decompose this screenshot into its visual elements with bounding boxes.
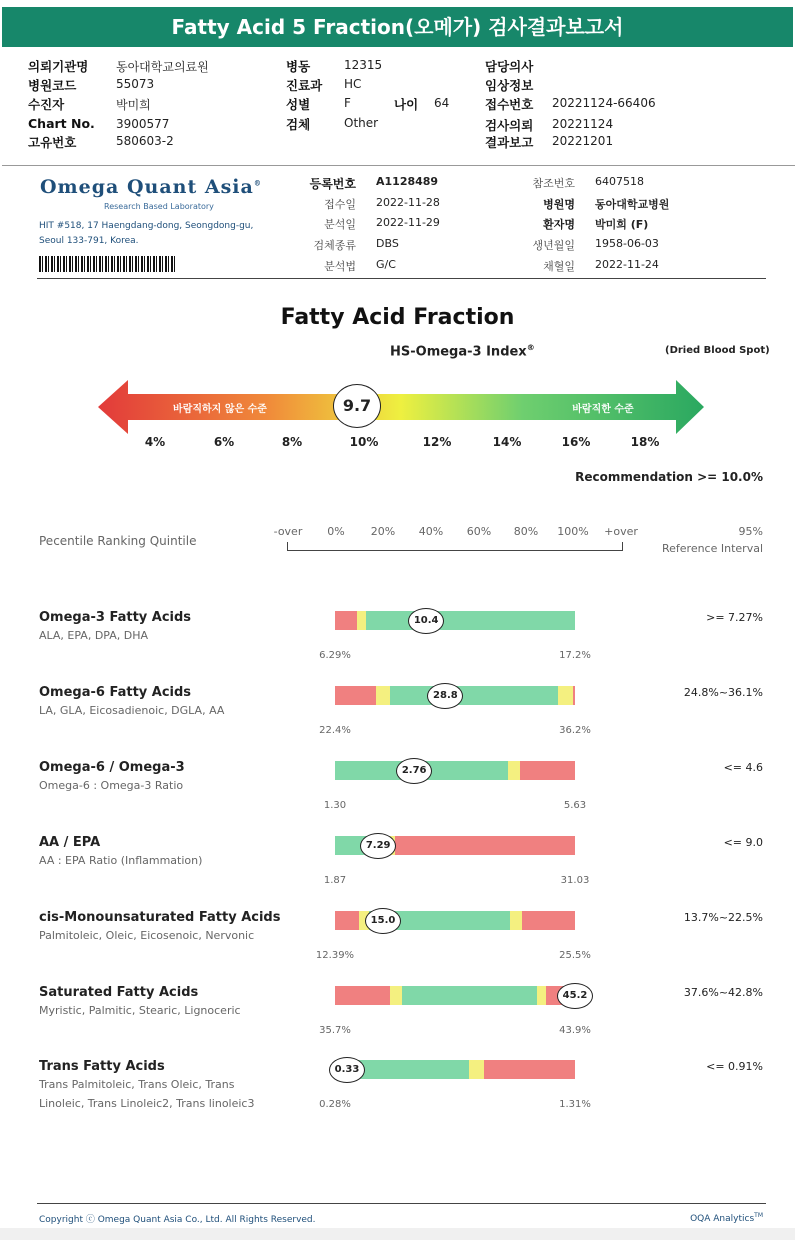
range-bar-red-segment — [335, 686, 376, 705]
header-left-label: 수진자 — [28, 97, 65, 112]
range-bar-yellow-segment — [357, 611, 367, 630]
meta-divider — [37, 278, 766, 279]
header-left-label: 의뢰기관명 — [28, 59, 89, 74]
header-right-label: 접수번호 — [485, 97, 534, 112]
header-mid-label: 성별 — [286, 97, 311, 112]
range-min: 1.87 — [323, 875, 347, 886]
meta-label: 분석일 — [324, 218, 356, 231]
lab-subtitle: Research Based Laboratory — [104, 202, 214, 211]
row-subtitle: AA : EPA Ratio (Inflammation) — [39, 854, 203, 867]
row-reference: <= 4.6 — [723, 761, 763, 774]
row-reference: <= 9.0 — [723, 836, 763, 849]
range-bar — [335, 986, 575, 1005]
meta-label: 분석법 — [324, 260, 356, 273]
value-marker: 45.2 — [557, 983, 593, 1009]
row-reference: >= 7.27% — [706, 611, 763, 624]
row-reference: 24.8%~36.1% — [683, 686, 763, 699]
row-subtitle: Omega-6 : Omega-3 Ratio — [39, 779, 184, 792]
meta-label: 검체종류 — [313, 239, 356, 252]
header-right-label: 임상정보 — [485, 78, 534, 93]
range-bar-red-segment — [484, 1060, 575, 1079]
range-bar-green-segment — [402, 986, 536, 1005]
index-low-text: 바람직하지 않은 수준 — [173, 404, 267, 415]
header-left-value: 580603-2 — [116, 134, 174, 148]
header-left-label: Chart No. — [28, 116, 95, 131]
index-high-text: 바람직한 수준 — [572, 404, 634, 415]
meta-value: DBS — [376, 237, 399, 250]
index-tick: 8% — [281, 435, 303, 449]
range-bar-red-segment — [335, 986, 390, 1005]
row-title: Omega-6 Fatty Acids — [39, 685, 192, 700]
value-marker: 7.29 — [360, 833, 396, 859]
row-subtitle: ALA, EPA, DPA, DHA — [39, 629, 149, 642]
range-max: 43.9% — [559, 1025, 591, 1036]
row-title: cis-Monounsaturated Fatty Acids — [39, 910, 281, 925]
header-right-label: 담당의사 — [485, 59, 534, 74]
lab-address-line2: Seoul 133-791, Korea. — [39, 236, 139, 246]
header-left-label: 병원코드 — [28, 78, 77, 93]
range-max: 36.2% — [559, 725, 591, 736]
meta-value: 1958-06-03 — [595, 237, 659, 250]
meta-label: 참조번호 — [532, 177, 575, 190]
report-title: Fatty Acid 5 Fraction(오메가) 검사결과보고서 — [2, 7, 793, 47]
header-divider — [2, 165, 795, 166]
row-reference: <= 0.91% — [706, 1060, 763, 1073]
range-bar-red-segment — [395, 836, 575, 855]
index-tick: 14% — [492, 435, 522, 449]
header-left-value: 박미희 — [116, 98, 151, 112]
percentile-tick: 20% — [370, 525, 396, 538]
range-bar-red-segment — [520, 761, 575, 780]
range-bar — [335, 1060, 575, 1079]
value-marker: 28.8 — [427, 683, 463, 709]
title-bar — [0, 0, 795, 47]
header-mid-label: 병동 — [286, 59, 311, 74]
row-title: AA / EPA — [39, 835, 101, 850]
index-tick: 6% — [213, 435, 235, 449]
range-bar-red-segment — [522, 911, 575, 930]
header-mid-label: 진료과 — [286, 78, 323, 93]
header-mid-value: 12315 — [344, 58, 383, 72]
range-min: 22.4% — [319, 725, 351, 736]
header-mid-value: Other — [344, 116, 379, 130]
copyright: Copyright ⓒ Omega Quant Asia Co., Ltd. All Rights Reserved. — [39, 1215, 316, 1225]
range-bar-green-segment — [390, 686, 558, 705]
lab-address-line1: HIT #518, 17 Haengdang-dong, Seongdong-gu, — [39, 221, 254, 231]
lab-logo-text: Omega Quant Asia — [40, 176, 254, 198]
index-tick: 10% — [349, 435, 379, 449]
index-tick: 16% — [561, 435, 591, 449]
row-subtitle: Trans Palmitoleic, Trans Oleic, Trans — [39, 1078, 235, 1091]
row-subtitle: LA, GLA, Eicosadienoic, DGLA, AA — [39, 704, 225, 717]
index-title-text: HS-Omega-3 Index — [390, 344, 527, 360]
header-right-label: 결과보고 — [485, 135, 534, 150]
recommendation: Recommendation >= 10.0% — [575, 470, 763, 484]
meta-value: 2022-11-29 — [376, 216, 440, 229]
range-bar-yellow-segment — [376, 686, 390, 705]
meta-value: 동아대학교병원 — [595, 198, 670, 211]
index-tick: 18% — [630, 435, 660, 449]
ref-interval-top: 95% — [738, 525, 763, 538]
range-min: 12.39% — [315, 950, 355, 961]
header-mid-label: 검체 — [286, 117, 311, 132]
header-left-value: 동아대학교의료원 — [116, 60, 209, 74]
oqa-analytics-text: OQA Analytics — [690, 1214, 755, 1224]
range-bar-green-segment — [366, 611, 575, 630]
meta-value: A1128489 — [376, 175, 439, 188]
index-title-mark: ® — [526, 343, 535, 352]
header-right-label: 검사의뢰 — [485, 118, 534, 133]
row-subtitle: Myristic, Palmitic, Stearic, Lignoceric — [39, 1004, 241, 1017]
range-max: 1.31% — [559, 1099, 591, 1110]
row-reference: 13.7%~22.5% — [683, 911, 763, 924]
index-tick: 4% — [144, 435, 166, 449]
row-title: Omega-3 Fatty Acids — [39, 610, 192, 625]
range-min: 6.29% — [319, 650, 351, 661]
range-bar-red-segment — [335, 911, 359, 930]
meta-label: 생년월일 — [532, 239, 575, 252]
percentile-tick: 0% — [327, 525, 345, 538]
header-mid-value: F — [344, 96, 351, 110]
row-title: Saturated Fatty Acids — [39, 985, 199, 1000]
header-right-value: 20221124 — [552, 117, 614, 131]
index-title — [390, 343, 535, 359]
range-bar-red-segment — [335, 611, 357, 630]
range-bar — [335, 761, 575, 780]
lab-logo-mark: ® — [253, 178, 262, 188]
section-title: Fatty Acid Fraction — [280, 305, 515, 330]
row-subtitle-2: Linoleic, Trans Linoleic2, Trans linoleic3 — [39, 1097, 255, 1110]
range-max: 17.2% — [559, 650, 591, 661]
meta-label: 채혈일 — [543, 260, 575, 273]
percentile-tick: +over — [604, 525, 638, 538]
percentile-tick: 60% — [466, 525, 492, 538]
dried-blood-spot: (Dried Blood Spot) — [665, 345, 770, 356]
value-marker: 0.33 — [329, 1057, 365, 1083]
value-marker: 10.4 — [408, 608, 444, 634]
meta-label: 등록번호 — [309, 177, 356, 191]
range-max: 31.03 — [560, 875, 590, 886]
age-value: 64 — [434, 96, 450, 110]
footer-divider — [37, 1203, 766, 1204]
row-reference: 37.6%~42.8% — [683, 986, 763, 999]
meta-label: 병원명 — [543, 198, 575, 211]
value-marker: 2.76 — [396, 758, 432, 784]
range-min: 35.7% — [319, 1025, 351, 1036]
meta-label: 환자명 — [543, 218, 575, 231]
range-min: 1.30 — [323, 800, 347, 811]
percentile-tick: 40% — [418, 525, 444, 538]
range-bar — [335, 611, 575, 630]
range-bar-yellow-segment — [537, 986, 547, 1005]
range-max: 25.5% — [559, 950, 591, 961]
row-title: Trans Fatty Acids — [39, 1059, 165, 1074]
meta-label: 접수일 — [324, 198, 356, 211]
meta-value: 2022-11-28 — [376, 196, 440, 209]
range-bar-yellow-segment — [510, 911, 522, 930]
range-bar-yellow-segment — [390, 986, 402, 1005]
index-value-marker: 9.7 — [333, 384, 381, 428]
percentile-label: Pecentile Ranking Quintile — [39, 534, 197, 548]
header-left-label: 고유번호 — [28, 135, 77, 150]
header-mid-value: HC — [344, 77, 362, 91]
header-left-value: 3900577 — [116, 117, 170, 131]
oqa-analytics — [663, 1212, 763, 1224]
row-title: Omega-6 / Omega-3 — [39, 760, 185, 775]
percentile-tick: 80% — [513, 525, 539, 538]
percentile-tick: 100% — [557, 525, 589, 538]
percentile-scale — [287, 542, 623, 551]
range-bar-yellow-segment — [558, 686, 572, 705]
range-bar-yellow-segment — [469, 1060, 483, 1079]
age-label: 나이 — [394, 97, 419, 112]
header-left-value: 55073 — [116, 77, 155, 91]
oqa-analytics-mark: TM — [754, 1212, 763, 1219]
ref-interval-label: Reference Interval — [661, 542, 763, 555]
range-max: 5.63 — [563, 800, 587, 811]
meta-value: 6407518 — [595, 175, 644, 188]
value-marker: 15.0 — [365, 908, 401, 934]
percentile-tick: -over — [273, 525, 303, 538]
lab-logo — [40, 176, 262, 198]
row-subtitle: Palmitoleic, Oleic, Eicosenoic, Nervonic — [39, 929, 255, 942]
barcode — [39, 256, 175, 272]
meta-value: 박미희 (F) — [595, 218, 649, 231]
page-bottom-band — [0, 1228, 795, 1240]
range-bar-yellow-segment — [508, 761, 520, 780]
header-right-value: 20221201 — [552, 134, 614, 148]
range-min: 0.28% — [319, 1099, 351, 1110]
meta-value: 2022-11-24 — [595, 258, 659, 271]
meta-value: G/C — [376, 258, 396, 271]
index-tick: 12% — [422, 435, 452, 449]
header-right-value: 20221124-66406 — [552, 96, 656, 110]
range-bar-red-segment — [573, 686, 575, 705]
